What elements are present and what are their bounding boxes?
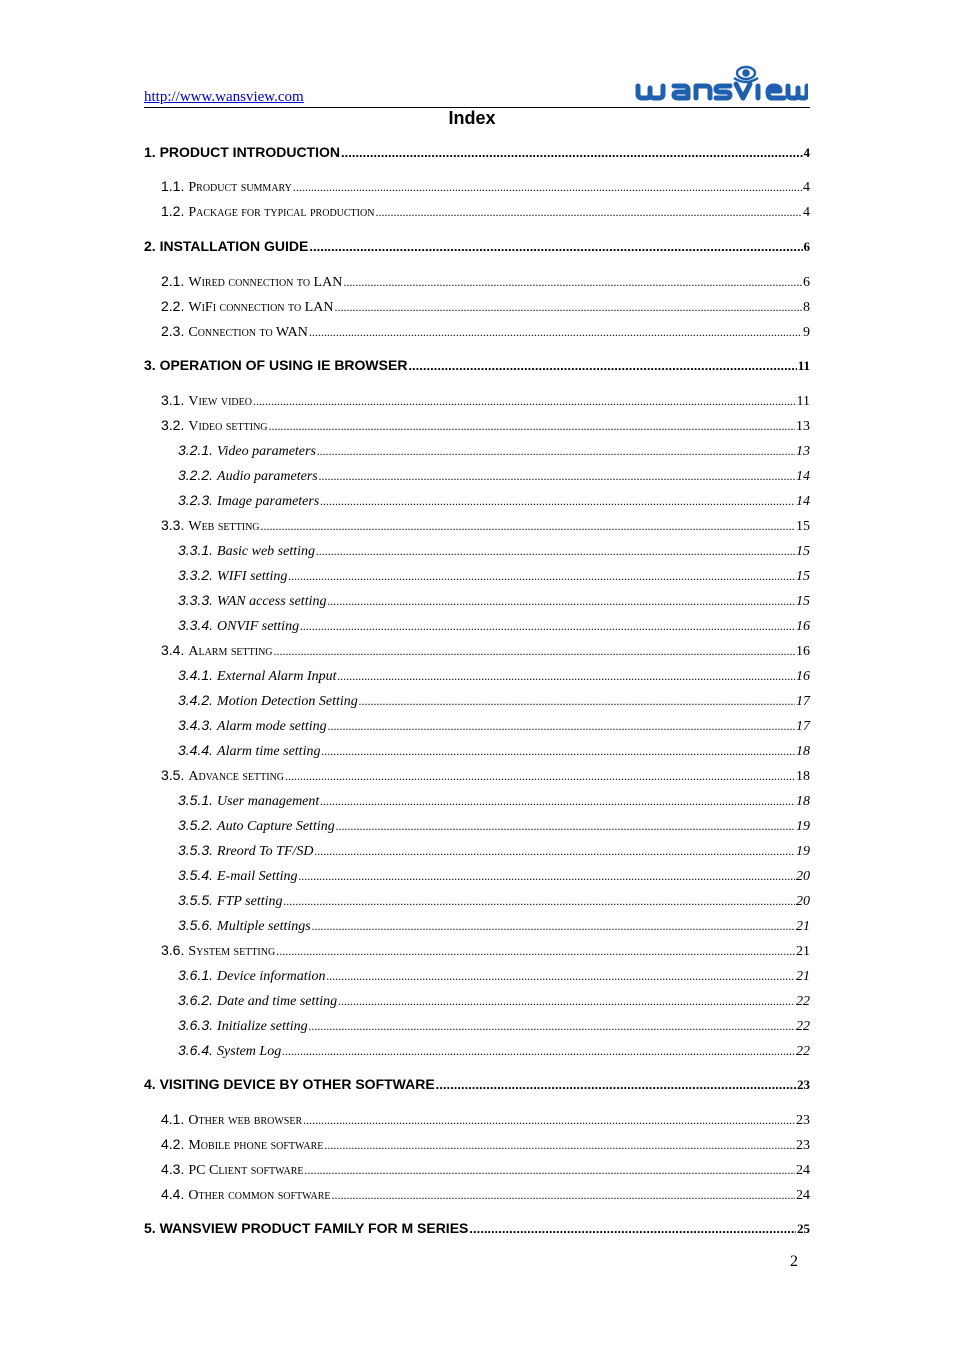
toc-page-number: 14 — [796, 494, 810, 509]
toc-entry-number: 3.4.1. — [178, 667, 214, 683]
dot-leader — [327, 594, 795, 609]
toc-entry-number: 3.5. — [161, 767, 185, 783]
toc-page-number: 22 — [796, 1019, 810, 1034]
toc-entry-number: 3.2.3. — [178, 492, 214, 508]
toc-subsection[interactable] — [178, 892, 810, 912]
toc-page-number: 16 — [796, 644, 810, 659]
dot-leader — [359, 694, 795, 709]
toc-page-number: 24 — [796, 1188, 810, 1203]
toc-page-number: 25 — [797, 1221, 810, 1236]
toc-entry-number: 3.2. — [161, 417, 185, 433]
toc-section[interactable] — [161, 298, 810, 318]
toc-subsection[interactable] — [178, 442, 810, 462]
toc-page-number: 24 — [796, 1163, 810, 1178]
toc-page-number: 13 — [796, 444, 810, 459]
toc-entry-label: WIFI setting — [217, 569, 288, 584]
toc-entry-label: External Alarm Input — [217, 669, 337, 684]
toc-section[interactable] — [161, 323, 810, 343]
toc-entry-label: System Log — [217, 1044, 282, 1059]
dot-leader — [316, 544, 795, 559]
dot-leader — [315, 844, 796, 859]
toc-page-number: 15 — [796, 594, 810, 609]
toc-page-number: 20 — [796, 869, 810, 884]
dot-leader — [304, 1163, 795, 1178]
toc-subsection[interactable] — [178, 992, 810, 1012]
toc-entry-label: Other common software — [188, 1188, 331, 1203]
toc-page-number: 16 — [796, 669, 810, 684]
toc-entry-number: 2.2. — [161, 298, 185, 314]
toc-entry-label: Auto Capture Setting — [217, 819, 335, 834]
toc-entry-label: Image parameters — [217, 494, 320, 509]
toc-subsection[interactable] — [178, 1042, 810, 1062]
toc-entry-label: Rreord To TF/SD — [217, 844, 314, 859]
toc-entry-label: Initialize setting — [217, 1019, 308, 1034]
toc-entry-label: WiFi connection to LAN — [188, 300, 334, 315]
dot-leader — [312, 919, 795, 934]
dot-leader — [299, 869, 795, 884]
toc-entry-number: 4.1. — [161, 1111, 185, 1127]
toc-entry-label: Basic web setting — [217, 544, 316, 559]
toc-entry-label: Alarm mode setting — [217, 719, 327, 734]
dot-leader — [436, 1077, 796, 1092]
toc-entry-number: 3.5.5. — [178, 892, 214, 908]
dot-leader — [338, 669, 795, 684]
website-link[interactable]: http://www.wansview.com — [144, 89, 304, 105]
toc-entry-label: ONVIF setting — [217, 619, 300, 634]
toc-section[interactable] — [161, 273, 810, 293]
toc-entry-number: 3.3.4. — [178, 617, 214, 633]
toc-subsection[interactable] — [178, 717, 810, 737]
toc-page-number: 15 — [796, 519, 810, 534]
toc-section[interactable] — [161, 178, 810, 198]
toc-entry-label: E-mail Setting — [217, 869, 298, 884]
toc-page-number: 22 — [796, 994, 810, 1009]
toc-page-number: 22 — [796, 1044, 810, 1059]
dot-leader — [274, 644, 795, 659]
toc-entry-label: Mobile phone software — [188, 1138, 324, 1153]
toc-entry-label: 4. VISITING DEVICE BY OTHER SOFTWARE — [144, 1076, 435, 1092]
toc-page-number: 9 — [803, 325, 810, 340]
toc-entry-label: Product summary — [188, 180, 292, 195]
dot-leader — [336, 819, 795, 834]
toc-subsection[interactable] — [178, 592, 810, 612]
dot-leader — [328, 719, 795, 734]
toc-page-number: 11 — [797, 358, 810, 373]
toc-entry-number: 3.6.2. — [178, 992, 214, 1008]
toc-page-number: 16 — [796, 619, 810, 634]
dot-leader — [303, 1113, 795, 1128]
dot-leader — [309, 1019, 795, 1034]
toc-entry-number: 3.4.3. — [178, 717, 214, 733]
toc-entry-number: 3.3.3. — [178, 592, 214, 608]
toc-entry-label: Connection to WAN — [188, 325, 308, 340]
toc-page-number: 4 — [803, 145, 810, 160]
toc-chapter[interactable] — [144, 238, 810, 258]
toc-page-number: 8 — [803, 300, 810, 315]
toc-subsection[interactable] — [178, 467, 810, 487]
toc-entry-number: 3.3.2. — [178, 567, 214, 583]
dot-leader — [319, 469, 795, 484]
toc-entry-number: 3.6.4. — [178, 1042, 214, 1058]
toc-entry-number: 1.2. — [161, 203, 185, 219]
toc-entry-label: 5. WANSVIEW PRODUCT FAMILY FOR M SERIES — [144, 1220, 469, 1236]
dot-leader — [285, 769, 795, 784]
toc-section[interactable] — [161, 1136, 810, 1156]
toc-entry-number: 3.3. — [161, 517, 185, 533]
toc-entry-number: 3.5.4. — [178, 867, 214, 883]
toc-subsection[interactable] — [178, 542, 810, 562]
dot-leader — [324, 1138, 795, 1153]
toc-page-number: 18 — [796, 769, 810, 784]
toc-subsection[interactable] — [178, 792, 810, 812]
toc-entry-number: 3.2.1. — [178, 442, 214, 458]
toc-entry-label: Advance setting — [188, 769, 285, 784]
toc-subsection[interactable] — [178, 692, 810, 712]
toc-section[interactable] — [161, 942, 810, 962]
dot-leader — [338, 994, 795, 1009]
toc-entry-label: Device information — [217, 969, 326, 984]
toc-chapter[interactable] — [144, 1220, 810, 1240]
toc-entry-label: Video setting — [188, 419, 268, 434]
dot-leader — [261, 519, 795, 534]
toc-section[interactable] — [161, 1111, 810, 1131]
toc-subsection[interactable] — [178, 742, 810, 762]
toc-subsection[interactable] — [178, 617, 810, 637]
page-title: Index — [448, 108, 496, 128]
toc-page-number: 21 — [796, 919, 810, 934]
toc-page-number: 6 — [803, 239, 810, 254]
dot-leader — [341, 145, 803, 160]
toc-entry-label: PC Client software — [188, 1163, 304, 1178]
toc-page-number: 17 — [796, 694, 810, 709]
toc-entry-label: 2. INSTALLATION GUIDE — [144, 238, 309, 254]
dot-leader — [320, 794, 795, 809]
toc-entry-label: System setting — [188, 944, 276, 959]
toc-page-number: 18 — [796, 744, 810, 759]
dot-leader — [284, 894, 796, 909]
toc-entry-label: 1. PRODUCT INTRODUCTION — [144, 144, 340, 160]
toc-subsection[interactable] — [178, 1017, 810, 1037]
toc-page-number: 13 — [796, 419, 810, 434]
toc-page-number: 19 — [796, 819, 810, 834]
dot-leader — [469, 1221, 796, 1236]
toc-chapter[interactable] — [144, 144, 810, 164]
toc-page-number: 21 — [796, 944, 810, 959]
toc-entry-label: View video — [188, 394, 252, 409]
toc-entry-number: 3.2.2. — [178, 467, 214, 483]
toc-entry-number: 3.5.1. — [178, 792, 214, 808]
toc-page-number: 14 — [796, 469, 810, 484]
toc-section[interactable] — [161, 417, 810, 437]
toc-entry-label: Video parameters — [217, 444, 316, 459]
toc-entry-number: 1.1. — [161, 178, 185, 194]
toc-entry-label: Motion Detection Setting — [217, 694, 358, 709]
toc-entry-number: 4.4. — [161, 1186, 185, 1202]
wansview-logo — [634, 64, 808, 104]
toc-subsection[interactable] — [178, 967, 810, 987]
toc-page-number: 23 — [797, 1077, 810, 1092]
dot-leader — [321, 744, 795, 759]
dot-leader — [253, 394, 796, 409]
toc-page-number: 4 — [803, 180, 810, 195]
toc-page-number: 15 — [796, 544, 810, 559]
dot-leader — [309, 325, 802, 340]
toc-entry-number: 3.1. — [161, 392, 185, 408]
dot-leader — [309, 239, 802, 254]
toc-subsection[interactable] — [178, 567, 810, 587]
toc-entry-number: 2.1. — [161, 273, 185, 289]
toc-entry-number: 3.5.6. — [178, 917, 214, 933]
toc-page-number: 21 — [796, 969, 810, 984]
toc-page-number: 17 — [796, 719, 810, 734]
toc-entry-label: FTP setting — [217, 894, 283, 909]
toc-chapter[interactable] — [144, 357, 810, 377]
dot-leader — [282, 1044, 795, 1059]
dot-leader — [269, 419, 795, 434]
dot-leader — [288, 569, 795, 584]
toc-entry-number: 3.6.3. — [178, 1017, 214, 1033]
toc-page-number: 20 — [796, 894, 810, 909]
toc-page-number: 6 — [803, 275, 810, 290]
toc-entry-number: 3.6.1. — [178, 967, 214, 983]
dot-leader — [334, 300, 802, 315]
toc-entry-number: 4.2. — [161, 1136, 185, 1152]
toc-entry-label: Audio parameters — [217, 469, 318, 484]
dot-leader — [320, 494, 795, 509]
toc-subsection[interactable] — [178, 817, 810, 837]
dot-leader — [293, 180, 802, 195]
toc-page-number: 23 — [796, 1138, 810, 1153]
toc-entry-label: Other web browser — [188, 1113, 303, 1128]
toc-section[interactable] — [161, 1161, 810, 1181]
toc-entry-label: Alarm setting — [188, 644, 273, 659]
toc-subsection[interactable] — [178, 667, 810, 687]
toc-entry-label: Package for typical production — [188, 205, 375, 220]
toc-entry-number: 3.4.2. — [178, 692, 214, 708]
toc-entry-label: User management — [217, 794, 320, 809]
toc-page-number: 18 — [796, 794, 810, 809]
toc-entry-number: 3.5.3. — [178, 842, 214, 858]
toc-page-number: 15 — [796, 569, 810, 584]
toc-section[interactable] — [161, 1186, 810, 1206]
toc-entry-number: 2.3. — [161, 323, 185, 339]
toc-section[interactable] — [161, 203, 810, 223]
toc-section[interactable] — [161, 517, 810, 537]
toc-entry-label: WAN access setting — [217, 594, 327, 609]
toc-page-number: 11 — [796, 394, 810, 409]
toc-subsection[interactable] — [178, 917, 810, 937]
dot-leader — [408, 358, 796, 373]
toc-page-number: 23 — [796, 1113, 810, 1128]
toc-entry-number: 3.6. — [161, 942, 185, 958]
toc-subsection[interactable] — [178, 492, 810, 512]
toc-chapter[interactable] — [144, 1076, 810, 1096]
toc-entry-label: 3. OPERATION OF USING IE BROWSER — [144, 357, 408, 373]
toc-entry-number: 4.3. — [161, 1161, 185, 1177]
toc-entry-label: Wired connection to LAN — [188, 275, 343, 290]
toc-section[interactable] — [161, 767, 810, 787]
toc-section[interactable] — [161, 642, 810, 662]
toc-subsection[interactable] — [178, 867, 810, 887]
toc-entry-number: 3.5.2. — [178, 817, 214, 833]
toc-entry-number: 3.4. — [161, 642, 185, 658]
toc-entry-label: Multiple settings — [217, 919, 311, 934]
dot-leader — [343, 275, 802, 290]
toc-entry-label: Web setting — [188, 519, 260, 534]
toc-entry-number: 3.4.4. — [178, 742, 214, 758]
dot-leader — [317, 444, 795, 459]
dot-leader — [327, 969, 795, 984]
toc-page-number: 4 — [803, 205, 810, 220]
toc-subsection[interactable] — [178, 842, 810, 862]
toc-page-number: 19 — [796, 844, 810, 859]
eye-icon — [734, 67, 758, 82]
toc-entry-number: 3.3.1. — [178, 542, 214, 558]
dot-leader — [276, 944, 795, 959]
dot-leader — [375, 205, 802, 220]
toc-entry-label: Alarm time setting — [217, 744, 321, 759]
page-header — [144, 64, 810, 108]
dot-leader — [331, 1188, 795, 1203]
dot-leader — [300, 619, 795, 634]
toc-section[interactable] — [161, 392, 810, 412]
toc-entry-label: Date and time setting — [217, 994, 338, 1009]
page-number: 2 — [790, 1253, 798, 1270]
